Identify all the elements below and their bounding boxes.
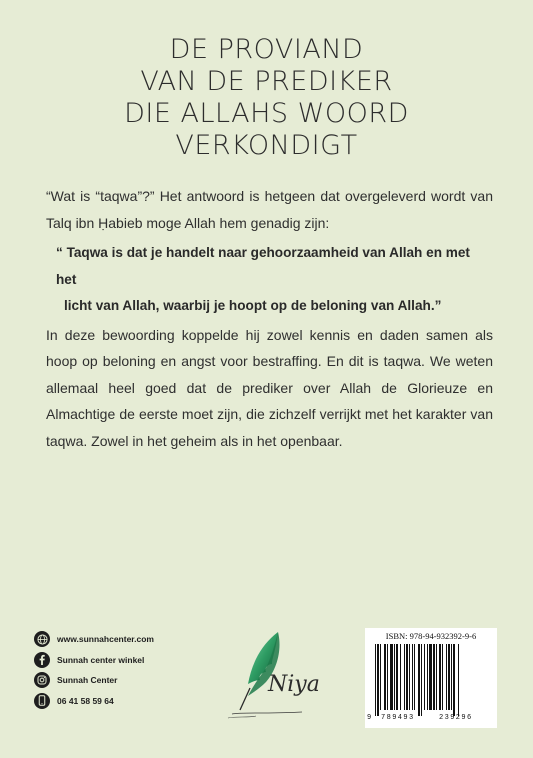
title-line-4: VERKONDIGT [175, 130, 358, 161]
publisher-logo [222, 628, 332, 728]
intro-paragraph: “Wat is “taqwa”?” Het antwoord is hetgeen dat overgeleverd wordt van Talq ibn Ḥabieb moge Allah hem genadig zijn: [46, 188, 493, 231]
barcode-bar [387, 644, 388, 710]
barcode-icon [375, 644, 489, 716]
explanation-paragraph: In deze bewoording koppelde hij zowel kennis en daden samen als hoop op beloning en angst voor bestraffing. En dit is taqwa. We weten allemaal heel goed dat de prediker over Allah de Glorieuze en Almachtige de eerste moet zijn, die zichzelf verrijkt met het karakter van taqwa. Zowel in het geheim als in het openbaar. [46, 326, 493, 449]
instagram-text: Sunnah Center [57, 675, 118, 685]
contact-instagram[interactable] [34, 671, 154, 689]
contact-facebook[interactable] [34, 651, 154, 669]
barcode-bar [394, 644, 395, 710]
barcode-bar [384, 644, 386, 710]
isbn-text: ISBN: 978-94-932392-9-6 [385, 631, 477, 641]
facebook-icon [34, 652, 50, 668]
logo-text: Niya [268, 672, 320, 697]
barcode-digit-first: 9 [367, 714, 372, 722]
barcode-bar [404, 644, 405, 710]
barcode-bar [418, 644, 420, 716]
barcode-bar [453, 644, 455, 716]
phone-icon [34, 693, 50, 709]
barcode-bar [400, 644, 401, 710]
barcode-bar [380, 644, 381, 710]
quote-block [46, 240, 493, 320]
website-text: www.sunnahcenter.com [57, 634, 154, 644]
barcode-bar [421, 644, 422, 716]
barcode-bar [448, 644, 450, 710]
barcode-bar [451, 644, 452, 710]
globe-icon [34, 631, 50, 647]
barcode-panel [365, 628, 497, 728]
barcode-bar [442, 644, 443, 710]
title-line-1: DE PROVIAND [169, 34, 364, 65]
back-cover-text [46, 183, 493, 454]
barcode-digits-left: 789493 [381, 714, 415, 722]
barcode-digits-right: 239296 [439, 714, 473, 722]
barcode-bar [427, 644, 428, 710]
barcode-bar [436, 644, 437, 710]
contact-list [34, 630, 154, 712]
barcode-bar [377, 644, 379, 716]
facebook-text: Sunnah center winkel [57, 654, 145, 665]
barcode-bar [414, 644, 415, 710]
contact-phone[interactable] [34, 692, 154, 710]
barcode-bar [396, 644, 398, 710]
barcode-bar [375, 644, 376, 716]
barcode-bar [424, 644, 425, 710]
title-line-3: DIE ALLAHS WOORD [124, 98, 409, 129]
barcode-bar [433, 644, 435, 710]
barcode-bar [439, 644, 441, 710]
barcode-bar [406, 644, 408, 710]
book-title [0, 34, 533, 162]
title-line-2: VAN DE PREDIKER [140, 66, 393, 97]
barcode-bar [412, 644, 413, 710]
barcode-bar [458, 644, 459, 716]
instagram-icon [34, 672, 50, 688]
barcode-bar [390, 644, 393, 710]
phone-text: 06 41 58 59 64 [57, 695, 114, 706]
quote-line-1: “ Taqwa is dat je handelt naar gehoorzaamheid van Allah en met het [56, 245, 470, 287]
barcode-bar [446, 644, 447, 710]
barcode-bar [429, 644, 432, 710]
barcode-bar [409, 644, 410, 710]
contact-website[interactable] [34, 630, 154, 648]
quote-line-2: licht van Allah, waarbij je hoopt op de beloning van Allah.” [64, 298, 442, 313]
